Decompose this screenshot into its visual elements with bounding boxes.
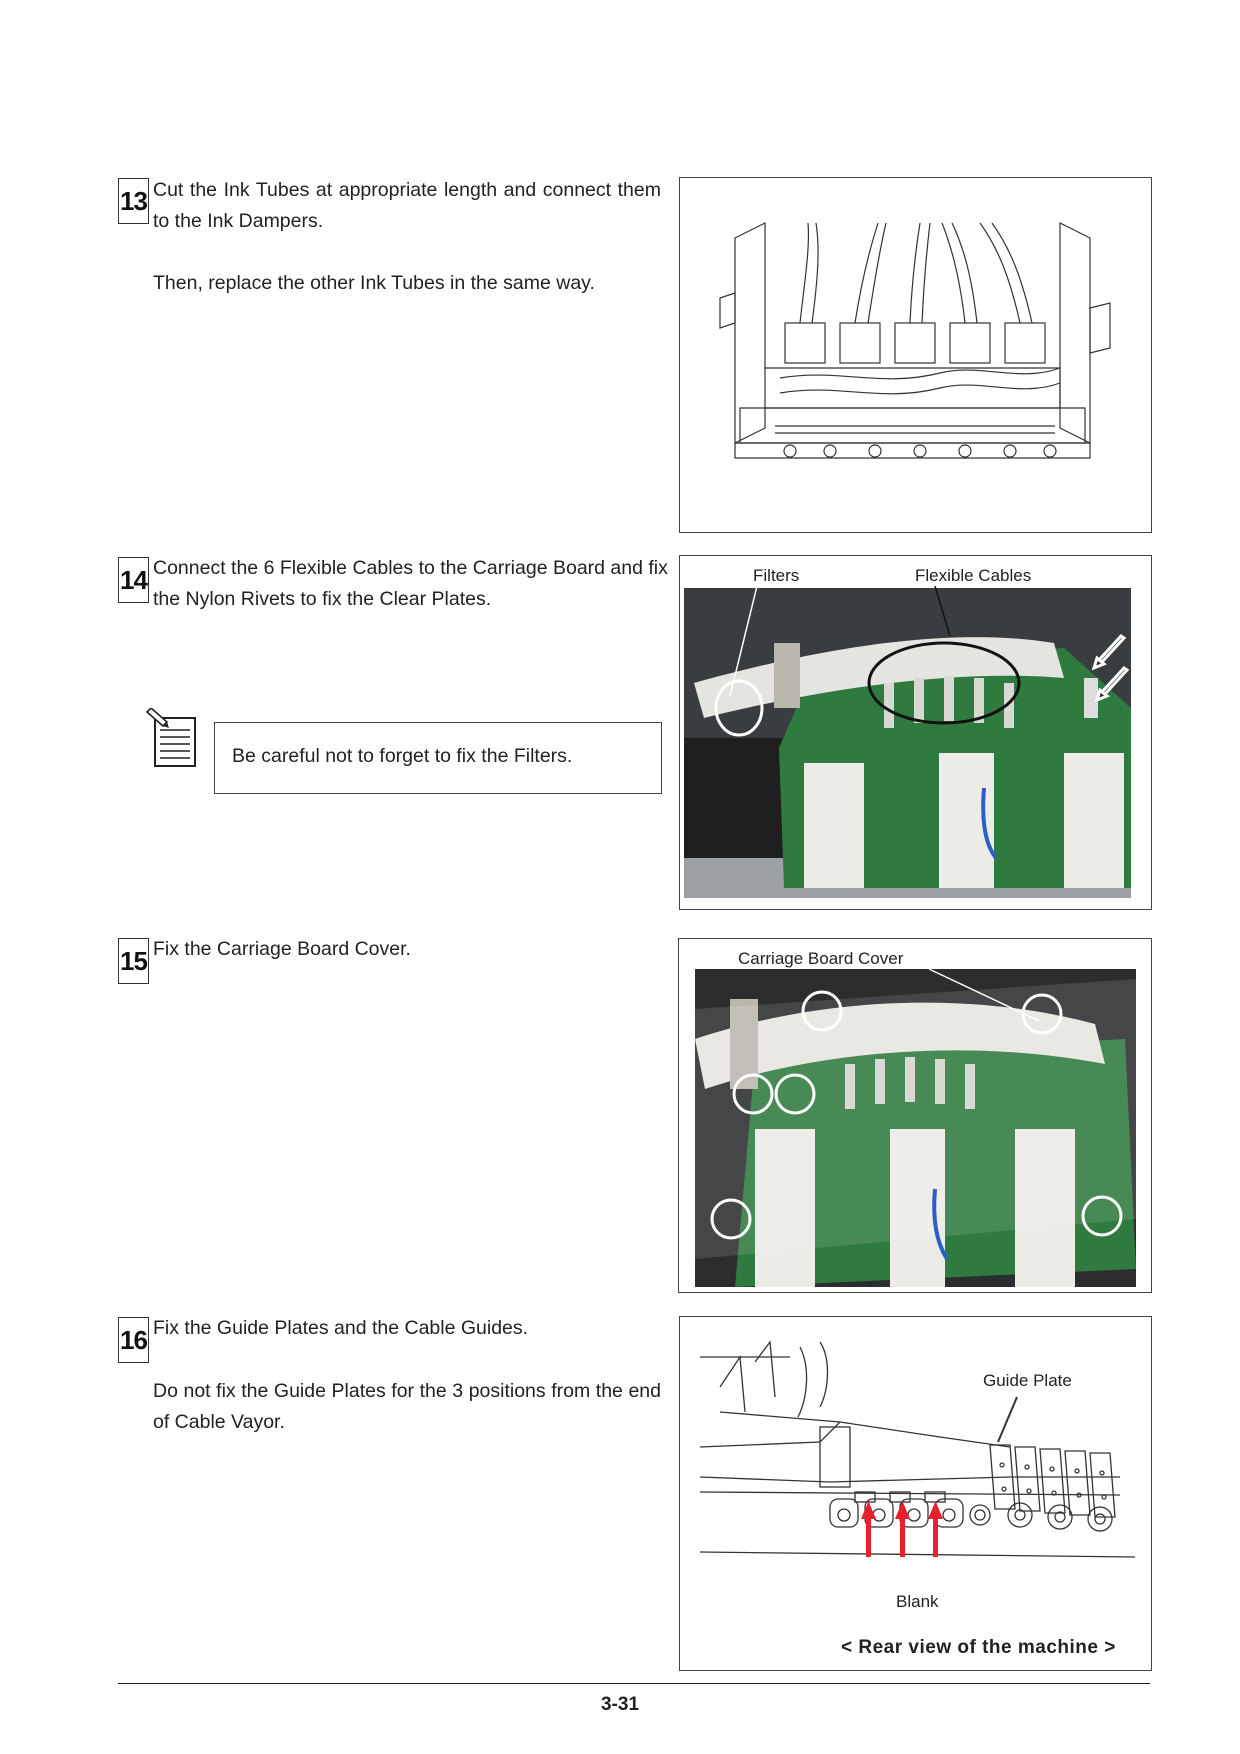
step-16-instruction: Fix the Guide Plates and the Cable Guides. [153, 1317, 529, 1339]
rear-view-caption: < Rear view of the machine > [841, 1637, 1116, 1658]
step-15-number: 15 [118, 938, 149, 984]
cable-guide-line-drawing [680, 1317, 1151, 1670]
guide-plate-label: Guide Plate [983, 1371, 1072, 1390]
step-13-instruction-2: Then, replace the other Ink Tubes in the same way. [153, 272, 595, 294]
leader-lines-step-14 [680, 556, 1151, 909]
carriage-board-cover-label: Carriage Board Cover [738, 949, 904, 968]
note-text: Be careful not to forget to fix the Filters. [232, 745, 573, 767]
step-16-number: 16 [118, 1317, 149, 1363]
carriage-board-cables-figure [679, 555, 1152, 910]
step-15-instruction: Fix the Carriage Board Cover. [153, 938, 411, 960]
leader-line-step-15 [679, 939, 1151, 1292]
step-14-number: 14 [118, 557, 149, 603]
step-14-instruction: Connect the 6 Flexible Cables to the Carriage Board and fix the Nylon Rivets to fix the Clear Plates. [153, 557, 668, 610]
step-13-instruction: Cut the Ink Tubes at appropriate length and connect them to the Ink Dampers. [153, 179, 661, 232]
filters-label: Filters [753, 566, 800, 585]
page-number: 3-31 [600, 1694, 640, 1715]
footer-rule [118, 1683, 1150, 1684]
guide-plate-drawing-figure [679, 1316, 1152, 1671]
ink-tube-line-drawing [680, 178, 1151, 532]
ink-tube-drawing-figure [679, 177, 1152, 533]
flexible-cables-label: Flexible Cables [915, 566, 1032, 585]
step-16-instruction-2: Do not fix the Guide Plates for the 3 positions from the end of Cable Vayor. [153, 1380, 661, 1433]
note-box [214, 722, 662, 794]
memo-pencil-icon [143, 708, 201, 770]
step-13-number: 13 [118, 178, 149, 224]
blank-label: Blank [896, 1592, 939, 1611]
carriage-board-cover-figure [678, 938, 1152, 1293]
